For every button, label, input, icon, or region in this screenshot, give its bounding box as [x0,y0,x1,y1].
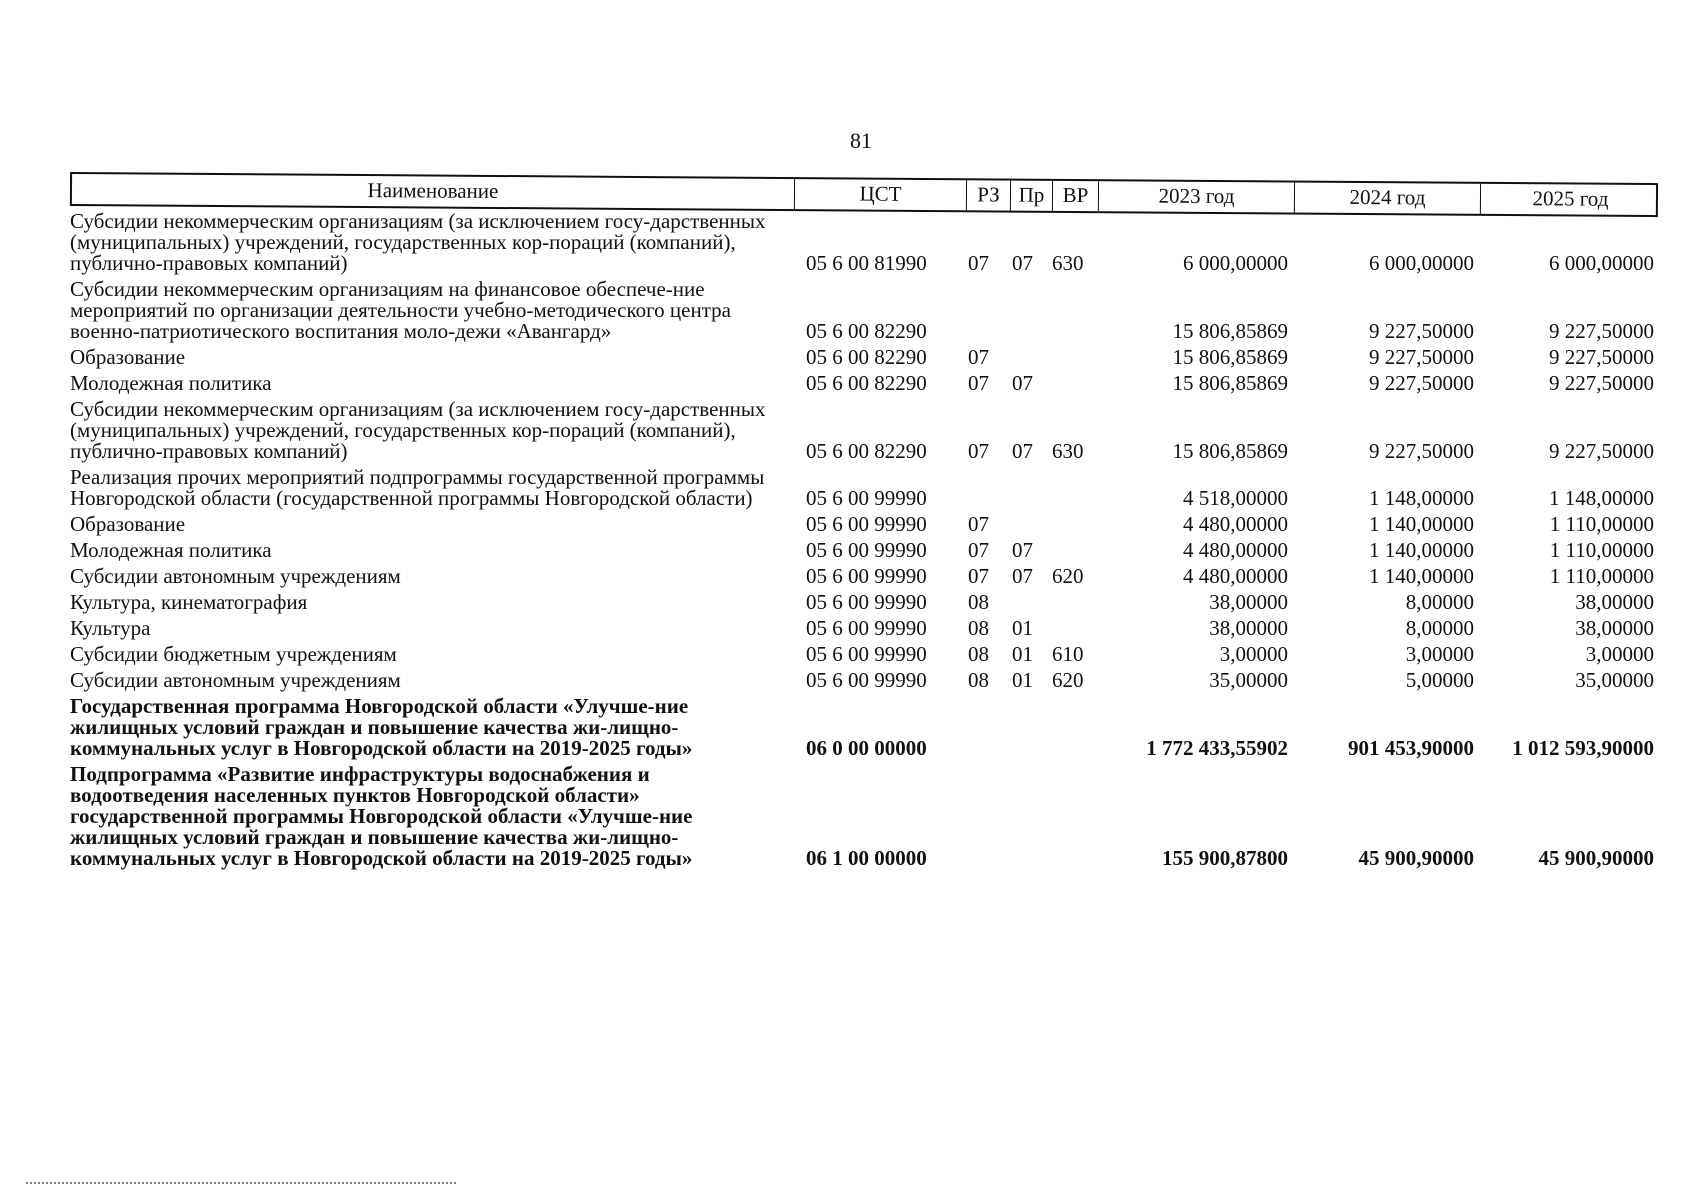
row-pr-cell: 01 [1012,642,1033,666]
row-2023-cell: 35,00000 [1209,668,1288,692]
table-row [70,279,1658,342]
table-row [70,467,1658,509]
row-vr-cell: 620 [1052,668,1084,692]
row-2024-cell: 9 227,50000 [1369,345,1474,369]
row-cst-cell: 06 1 00 00000 [806,846,927,870]
row-2025-cell: 1 110,00000 [1549,564,1654,588]
row-2023-cell: 15 806,85869 [1172,439,1288,463]
row-2024-cell: 1 140,00000 [1369,512,1474,536]
column-header-cst: ЦСТ [794,179,966,210]
row-2024-cell: 9 227,50000 [1369,439,1474,463]
row-cst-cell: 05 6 00 99990 [806,538,927,562]
table-row [70,670,1658,691]
row-cst-cell: 05 6 00 82290 [806,345,927,369]
row-2025-cell: 9 227,50000 [1549,319,1654,343]
table-row [70,211,1658,274]
row-2025-cell: 1 110,00000 [1549,512,1654,536]
row-rz-cell: 07 [968,512,989,536]
row-rz-cell: 07 [968,538,989,562]
row-rz-cell: 07 [968,439,989,463]
table-row [70,373,1658,394]
table-body [70,211,1658,869]
row-rz-cell: 07 [968,371,989,395]
row-2024-cell: 6 000,00000 [1369,251,1474,275]
row-name-cell: Субсидии некоммерческим организациям (за исключением госу-дарственных (муниципальных) учреждений, государственных кор-пораций (компаний), публично-правовых компаний) [70,209,766,275]
row-2025-cell: 38,00000 [1575,616,1654,640]
row-cst-cell: 06 0 00 00000 [806,736,927,760]
row-2023-cell: 3,00000 [1219,642,1288,666]
row-name-cell: Образование [70,345,186,369]
column-header-2023: 2023 год [1098,181,1294,212]
row-rz-cell: 07 [968,564,989,588]
footer-divider [26,1182,456,1184]
row-2024-cell: 5,00000 [1405,668,1474,692]
row-name-cell: Субсидии некоммерческим организациям (за исключением госу-дарственных (муниципальных) учреждений, государственных кор-пораций (компаний), публично-правовых компаний) [70,397,766,463]
row-cst-cell: 05 6 00 99990 [806,616,927,640]
row-2024-cell: 45 900,90000 [1358,846,1474,870]
row-2023-cell: 4 480,00000 [1183,512,1288,536]
column-header-pr: Пр [1010,181,1052,211]
row-2025-cell: 35,00000 [1575,668,1654,692]
row-2023-cell: 4 480,00000 [1183,564,1288,588]
row-cst-cell: 05 6 00 82290 [806,439,927,463]
row-pr-cell: 07 [1012,439,1033,463]
row-rz-cell: 08 [968,642,989,666]
row-name-cell: Государственная программа Новгородской области «Улучше-ние жилищных условий граждан и повышение качества жи-лищно-коммунальных услуг в Новгородской области на 2019-2025 годы» [70,694,693,760]
row-rz-cell: 08 [968,590,989,614]
row-cst-cell: 05 6 00 82290 [806,371,927,395]
row-pr-cell: 07 [1012,564,1033,588]
row-cst-cell: 05 6 00 99990 [806,486,927,510]
row-cst-cell: 05 6 00 99990 [806,642,927,666]
row-2024-cell: 9 227,50000 [1369,371,1474,395]
row-2024-cell: 901 453,90000 [1348,736,1474,760]
row-rz-cell: 08 [968,616,989,640]
row-2023-cell: 15 806,85869 [1172,345,1288,369]
row-name-cell: Подпрограмма «Развитие инфраструктуры водоснабжения и водоотведения населенных пунктов Новгородской области» государственной программы Новгородской области «Улучше-ние жилищных условий граждан и повышение качества жи-лищно-коммунальных услуг в Новгородской области на 2019-2025 годы» [70,762,693,870]
table-row [70,540,1658,561]
page-number: 81 [850,128,872,153]
row-name-cell: Субсидии автономным учреждениям [70,564,401,588]
row-pr-cell: 07 [1012,538,1033,562]
row-2023-cell: 1 772 433,55902 [1146,736,1288,760]
row-name-cell: Образование [70,512,186,536]
row-2024-cell: 1 140,00000 [1369,538,1474,562]
row-rz-cell: 07 [968,345,989,369]
table-row [70,399,1658,462]
row-2025-cell: 9 227,50000 [1549,439,1654,463]
table-row [70,764,1658,869]
column-header-2025: 2025 год [1480,184,1660,215]
row-cst-cell: 05 6 00 99990 [806,668,927,692]
table-row [70,514,1658,535]
row-cst-cell: 05 6 00 99990 [806,564,927,588]
row-2023-cell: 4 480,00000 [1183,538,1288,562]
table-row [70,618,1658,639]
column-header-vr: ВР [1052,181,1098,211]
column-header-2024: 2024 год [1294,183,1480,214]
row-2023-cell: 6 000,00000 [1183,251,1288,275]
row-2023-cell: 38,00000 [1209,590,1288,614]
row-2023-cell: 15 806,85869 [1172,371,1288,395]
row-2023-cell: 15 806,85869 [1172,319,1288,343]
row-2024-cell: 3,00000 [1405,642,1474,666]
column-header-rz: РЗ [966,180,1010,210]
row-name-cell: Субсидии некоммерческим организациям на финансовое обеспече-ние мероприятий по организации деятельности учебно-методического центра военно-патриотического воспитания моло-дежи «Авангард» [70,277,731,343]
row-2024-cell: 1 140,00000 [1369,564,1474,588]
row-vr-cell: 620 [1052,564,1084,588]
row-2025-cell: 6 000,00000 [1549,251,1654,275]
column-header-name: Наименование [367,178,499,203]
row-name-cell: Культура [70,616,151,640]
row-2023-cell: 4 518,00000 [1183,486,1288,510]
table-row [70,696,1658,759]
row-cst-cell: 05 6 00 81990 [806,251,927,275]
row-2024-cell: 1 148,00000 [1369,486,1474,510]
row-cst-cell: 05 6 00 99990 [806,512,927,536]
row-name-cell: Субсидии автономным учреждениям [70,668,401,692]
row-name-cell: Молодежная политика [70,538,272,562]
row-rz-cell: 07 [968,251,989,275]
table-row [70,592,1658,613]
row-name-cell: Культура, кинематография [70,590,308,614]
row-pr-cell: 01 [1012,616,1033,640]
row-cst-cell: 05 6 00 82290 [806,319,927,343]
row-2024-cell: 9 227,50000 [1369,319,1474,343]
row-2024-cell: 8,00000 [1405,616,1474,640]
row-2025-cell: 1 012 593,90000 [1512,736,1654,760]
row-2025-cell: 38,00000 [1575,590,1654,614]
row-vr-cell: 610 [1052,642,1084,666]
row-vr-cell: 630 [1052,251,1084,275]
row-2025-cell: 45 900,90000 [1538,846,1654,870]
row-name-cell: Реализация прочих мероприятий подпрограммы государственной программы Новгородской области (государственной программы Новгородской области) [70,465,765,510]
row-cst-cell: 05 6 00 99990 [806,590,927,614]
budget-table [70,172,1658,869]
row-name-cell: Молодежная политика [70,371,272,395]
row-pr-cell: 07 [1012,251,1033,275]
row-2025-cell: 9 227,50000 [1549,345,1654,369]
row-rz-cell: 08 [968,668,989,692]
row-2025-cell: 1 110,00000 [1549,538,1654,562]
row-pr-cell: 07 [1012,371,1033,395]
row-2023-cell: 155 900,87800 [1162,846,1288,870]
row-pr-cell: 01 [1012,668,1033,692]
table-row [70,347,1658,368]
row-2025-cell: 9 227,50000 [1549,371,1654,395]
row-2025-cell: 1 148,00000 [1549,486,1654,510]
row-name-cell: Субсидии бюджетным учреждениям [70,642,397,666]
table-row [70,644,1658,665]
row-vr-cell: 630 [1052,439,1084,463]
row-2023-cell: 38,00000 [1209,616,1288,640]
row-2024-cell: 8,00000 [1405,590,1474,614]
table-row [70,566,1658,587]
row-2025-cell: 3,00000 [1585,642,1654,666]
